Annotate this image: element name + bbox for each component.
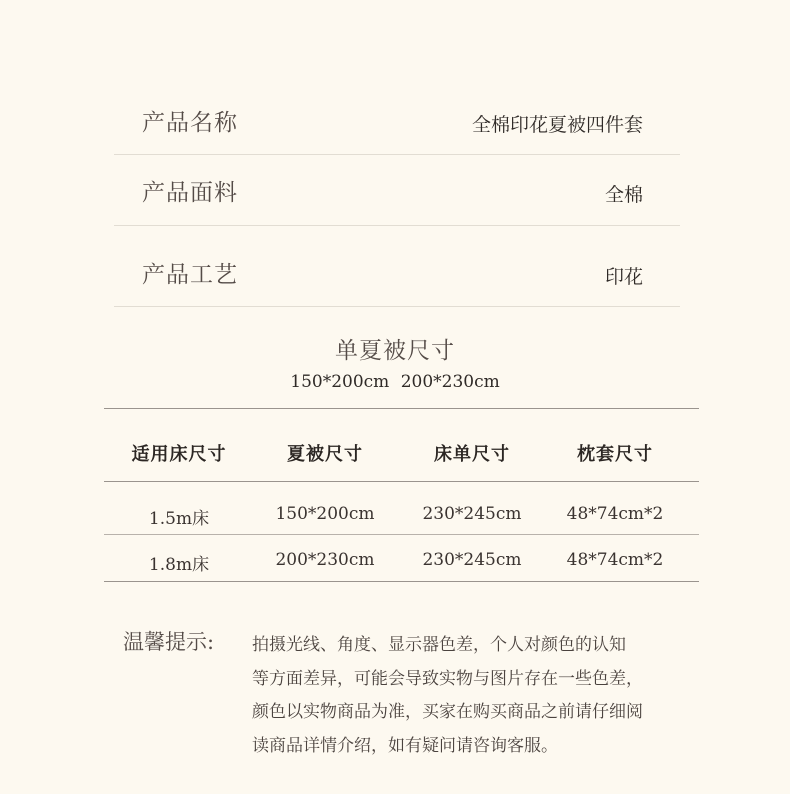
info-row-craft — [114, 226, 680, 307]
table-cell: 48*74cm*2 — [566, 550, 664, 570]
table-cell: 1.8m床 — [148, 555, 210, 575]
size-table-header — [104, 440, 699, 480]
table-header-divider — [104, 481, 699, 482]
size-section-title: 单夏被尺寸 — [335, 338, 455, 364]
size-section-subtitle: 150*200cm 200*230cm — [290, 372, 500, 392]
table-cell: 230*245cm — [422, 504, 522, 524]
info-row-fabric — [114, 155, 680, 226]
tips-line: 读商品详情介绍，如有疑问请咨询客服。 — [252, 736, 558, 756]
info-label: 产品面料 — [142, 180, 238, 206]
table-row — [104, 550, 699, 590]
table-top-divider — [104, 408, 699, 409]
table-cell: 200*230cm — [275, 550, 375, 570]
table-cell: 1.5m床 — [148, 509, 210, 529]
header-cell-bed-size: 适用床尺寸 — [131, 444, 227, 465]
tips-line: 拍摄光线、角度、显示器色差，个人对颜色的认知 — [252, 635, 626, 655]
table-row — [104, 504, 699, 544]
info-label: 产品名称 — [142, 110, 238, 136]
tips-line: 颜色以实物商品为准，买家在购买商品之前请仔细阅 — [252, 702, 643, 722]
header-cell-sheet-size: 床单尺寸 — [434, 444, 510, 465]
table-cell: 150*200cm — [275, 504, 375, 524]
info-label: 产品工艺 — [142, 262, 238, 288]
info-row-product-name — [114, 90, 680, 155]
info-value: 全棉 — [604, 184, 643, 206]
table-row-divider — [104, 534, 699, 535]
info-value: 全棉印花夏被四件套 — [471, 114, 643, 136]
info-value: 印花 — [604, 266, 643, 288]
table-bottom-divider — [104, 581, 699, 582]
table-cell: 48*74cm*2 — [566, 504, 664, 524]
tips-line: 等方面差异，可能会导致实物与图片存在一些色差， — [252, 669, 643, 689]
header-cell-pillowcase-size: 枕套尺寸 — [577, 444, 653, 465]
table-cell: 230*245cm — [422, 550, 522, 570]
tips-label: 温馨提示: — [123, 630, 215, 654]
header-cell-quilt-size: 夏被尺寸 — [287, 444, 363, 465]
